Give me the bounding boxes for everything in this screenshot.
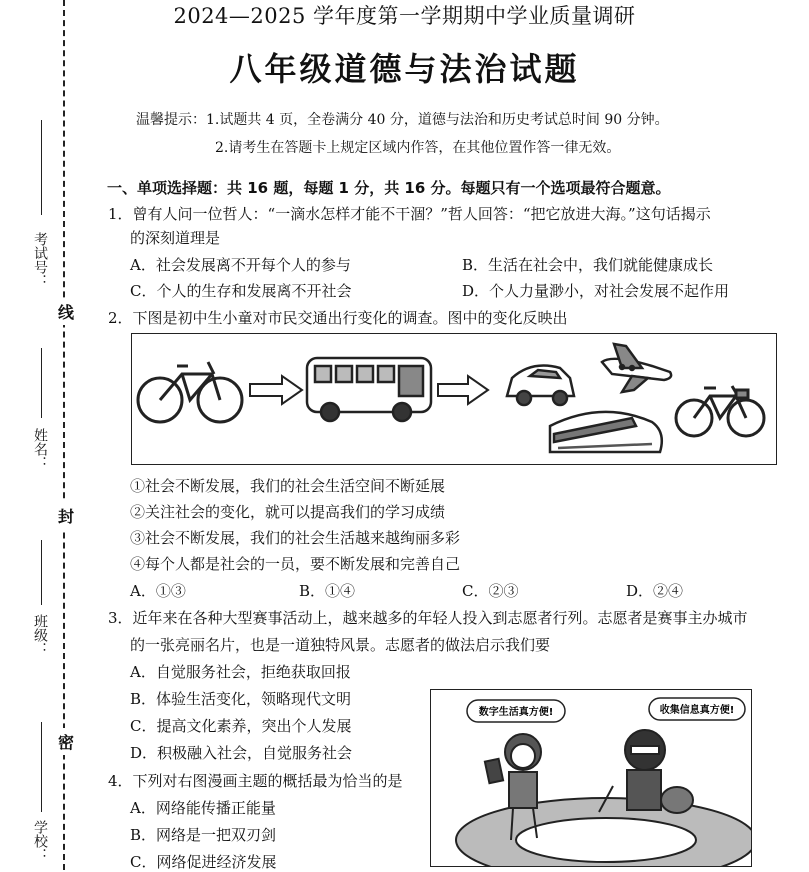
arrow-icon — [438, 376, 488, 404]
cartoon-illustration — [431, 690, 751, 866]
q1-option-d: D．个人力量渺小，对社会发展不起作用 — [462, 282, 730, 300]
q2-stem: 2．下图是初中生小童对市民交通出行变化的调查。图中的变化反映出 — [108, 309, 568, 327]
transport-change-figure — [131, 333, 777, 465]
q2-option-d: D．②④ — [626, 582, 684, 600]
bubble-left-text: 数字生活真方便! — [478, 707, 554, 718]
q3-option-c: C．提高文化素养，突出个人发展 — [130, 717, 352, 735]
q2-option-b: B．①④ — [299, 582, 356, 600]
car-icon — [507, 366, 574, 405]
q2-statement-1: ①社会不断发展，我们的社会生活空间不断延展 — [130, 477, 446, 495]
transport-illustration — [132, 334, 776, 464]
arrow-icon — [250, 376, 302, 404]
q3-option-b: B．体验生活变化，领略现代文明 — [130, 690, 352, 708]
q3-stem-line-1: 3．近年来在各种大型赛事活动上，越来越多的年轻人投入到志愿者行列。志愿者是赛事主办城市 — [108, 609, 748, 627]
tip-line-2: 2.请考生在答题卡上规定区域内作答，在其他位置作答一律无效。 — [215, 140, 621, 156]
bullet-train-icon — [550, 412, 662, 452]
tip-line-1: 温馨提示：1.试题共 4 页，全卷满分 40 分，道德与法治和历史考试总时间 90 分钟。 — [136, 112, 669, 128]
q2-option-c: C．②③ — [462, 582, 519, 600]
bus-icon — [307, 358, 431, 421]
name-fill-line — [41, 348, 42, 418]
q4-stem: 4．下列对右图漫画主题的概括最为恰当的是 — [108, 772, 403, 790]
seal-mi: 密 — [58, 728, 74, 755]
q4-option-c: C．网络促进经济发展 — [130, 853, 277, 871]
network-cartoon — [430, 689, 752, 867]
q3-stem-line-2: 的一张亮丽名片，也是一道独特风景。志愿者的做法启示我们要 — [130, 636, 551, 654]
school-fill-line — [41, 722, 42, 812]
class-fill-line — [41, 540, 42, 605]
exam-no-fill-line — [41, 120, 42, 215]
school-label: 学校： — [32, 820, 48, 862]
q3-option-d: D．积极融入社会，自觉服务社会 — [130, 744, 353, 762]
q4-option-a: A．网络能传播正能量 — [130, 799, 276, 817]
bicycle-icon — [138, 362, 242, 422]
shared-bicycle-icon — [676, 386, 764, 436]
q1-option-c: C．个人的生存和发展离不开社会 — [130, 282, 352, 300]
name-label: 姓名： — [32, 428, 48, 470]
seal-feng: 封 — [58, 502, 74, 529]
bubble-right-text: 收集信息真方便! — [659, 705, 735, 716]
q1-option-a: A．社会发展离不开每个人的参与 — [130, 256, 351, 274]
q4-option-b: B．网络是一把双刃剑 — [130, 826, 277, 844]
section-heading: 一、单项选择题：共 16 题，每题 1 分，共 16 分。每题只有一个选项最符合题意。 — [107, 179, 671, 197]
q1-option-b: B．生活在社会中，我们就能健康成长 — [462, 256, 714, 274]
exam-period-title: 2024—2025 学年度第一学期期中学业质量调研 — [173, 4, 636, 28]
q2-statement-4: ④每个人都是社会的一员，要不断发展和完善自己 — [130, 555, 461, 573]
airplane-icon — [602, 344, 671, 392]
q3-option-a: A．自觉服务社会，拒绝获取回报 — [130, 663, 351, 681]
q2-option-a: A．①③ — [130, 582, 186, 600]
q2-statement-2: ②关注社会的变化，就可以提高我们的学习成绩 — [130, 503, 446, 521]
money-bag-icon — [661, 787, 693, 813]
exam-main-title: 八年级道德与法治试题 — [229, 50, 580, 88]
class-label: 班级： — [32, 614, 48, 656]
q2-statement-3: ③社会不断发展，我们的社会生活越来越绚丽多彩 — [130, 529, 461, 547]
exam-no-label: 考试号： — [32, 232, 48, 288]
seal-xian: 线 — [58, 298, 74, 325]
q1-stem-line-2: 的深刻道理是 — [130, 229, 221, 247]
q1-stem-line-1: 1．曾有人问一位哲人：“一滴水怎样才能不干涸？”哲人回答：“把它放进大海。”这句话揭示 — [108, 205, 711, 223]
